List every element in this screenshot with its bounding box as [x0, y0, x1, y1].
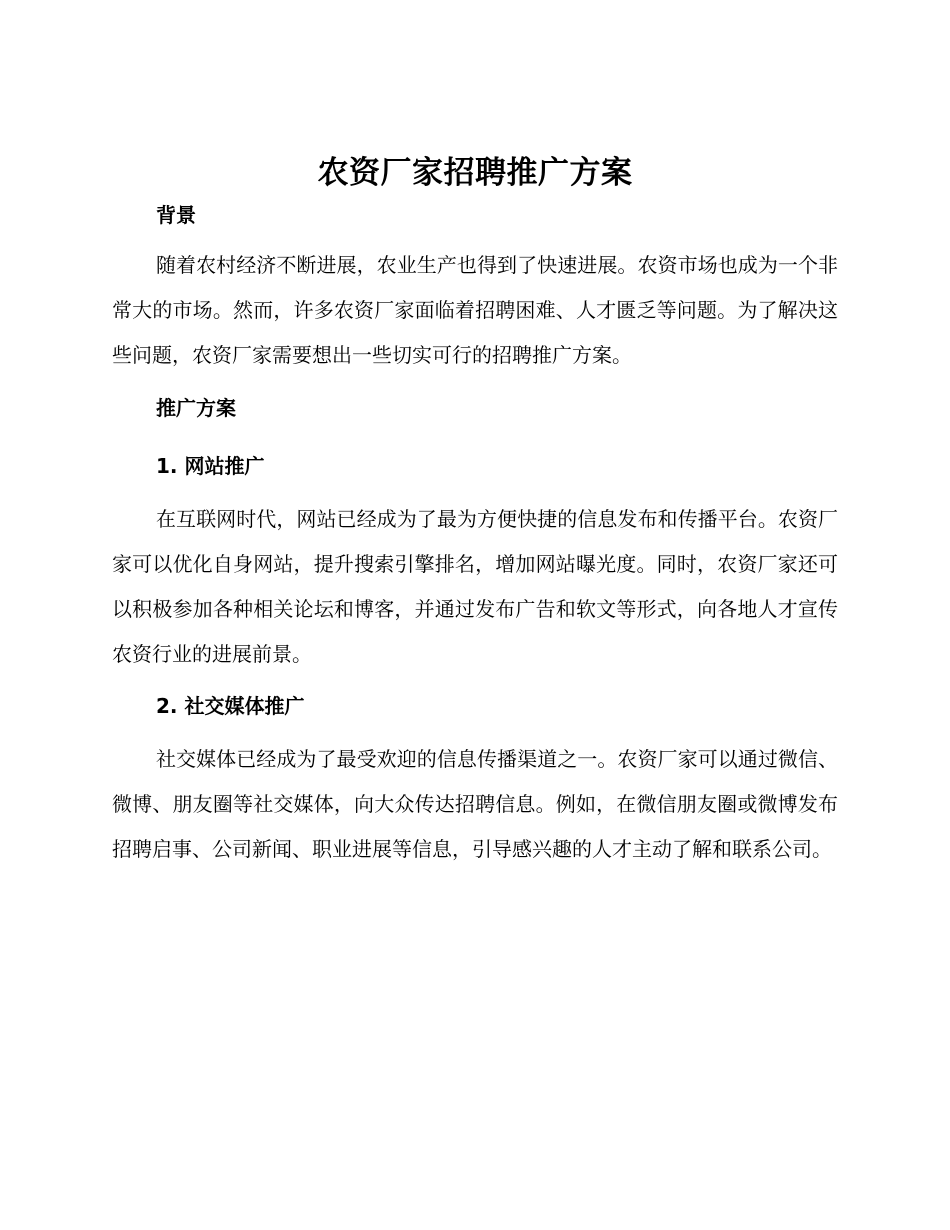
subsection-heading-social: 2. 社交媒体推广: [156, 694, 305, 718]
paragraph-social: 社交媒体已经成为了最受欢迎的信息传播渠道之一。农资厂家可以通过微信、微博、朋友圈等社交媒体，向大众传达招聘信息。例如，在微信朋友圈或微博发布招聘启事、公司新闻、职业进展等信息，引导感兴趣的人才主动了解和联系公司。: [112, 747, 838, 861]
section-heading-background: 背景: [156, 203, 196, 227]
paragraph-website: 在互联网时代，网站已经成为了最为方便快捷的信息发布和传播平台。农资厂家可以优化自身网站，提升搜索引擎排名，增加网站曝光度。同时，农资厂家还可以积极参加各种相关论坛和博客，并通过发布广告和软文等形式，向各地人才宣传农资行业的进展前景。: [112, 507, 838, 666]
section-heading-plan: 推广方案: [156, 396, 236, 420]
subsection-heading-website: 1. 网站推广: [156, 454, 265, 478]
paragraph-background: 随着农村经济不断进展，农业生产也得到了快速进展。农资市场也成为一个非常大的市场。然而，许多农资厂家面临着招聘困难、人才匮乏等问题。为了解决这些问题，农资厂家需要想出一些切实可行的招聘推广方案。: [112, 253, 838, 367]
page-title: 农资厂家招聘推广方案: [317, 155, 633, 191]
document-page: [112, 150, 838, 872]
